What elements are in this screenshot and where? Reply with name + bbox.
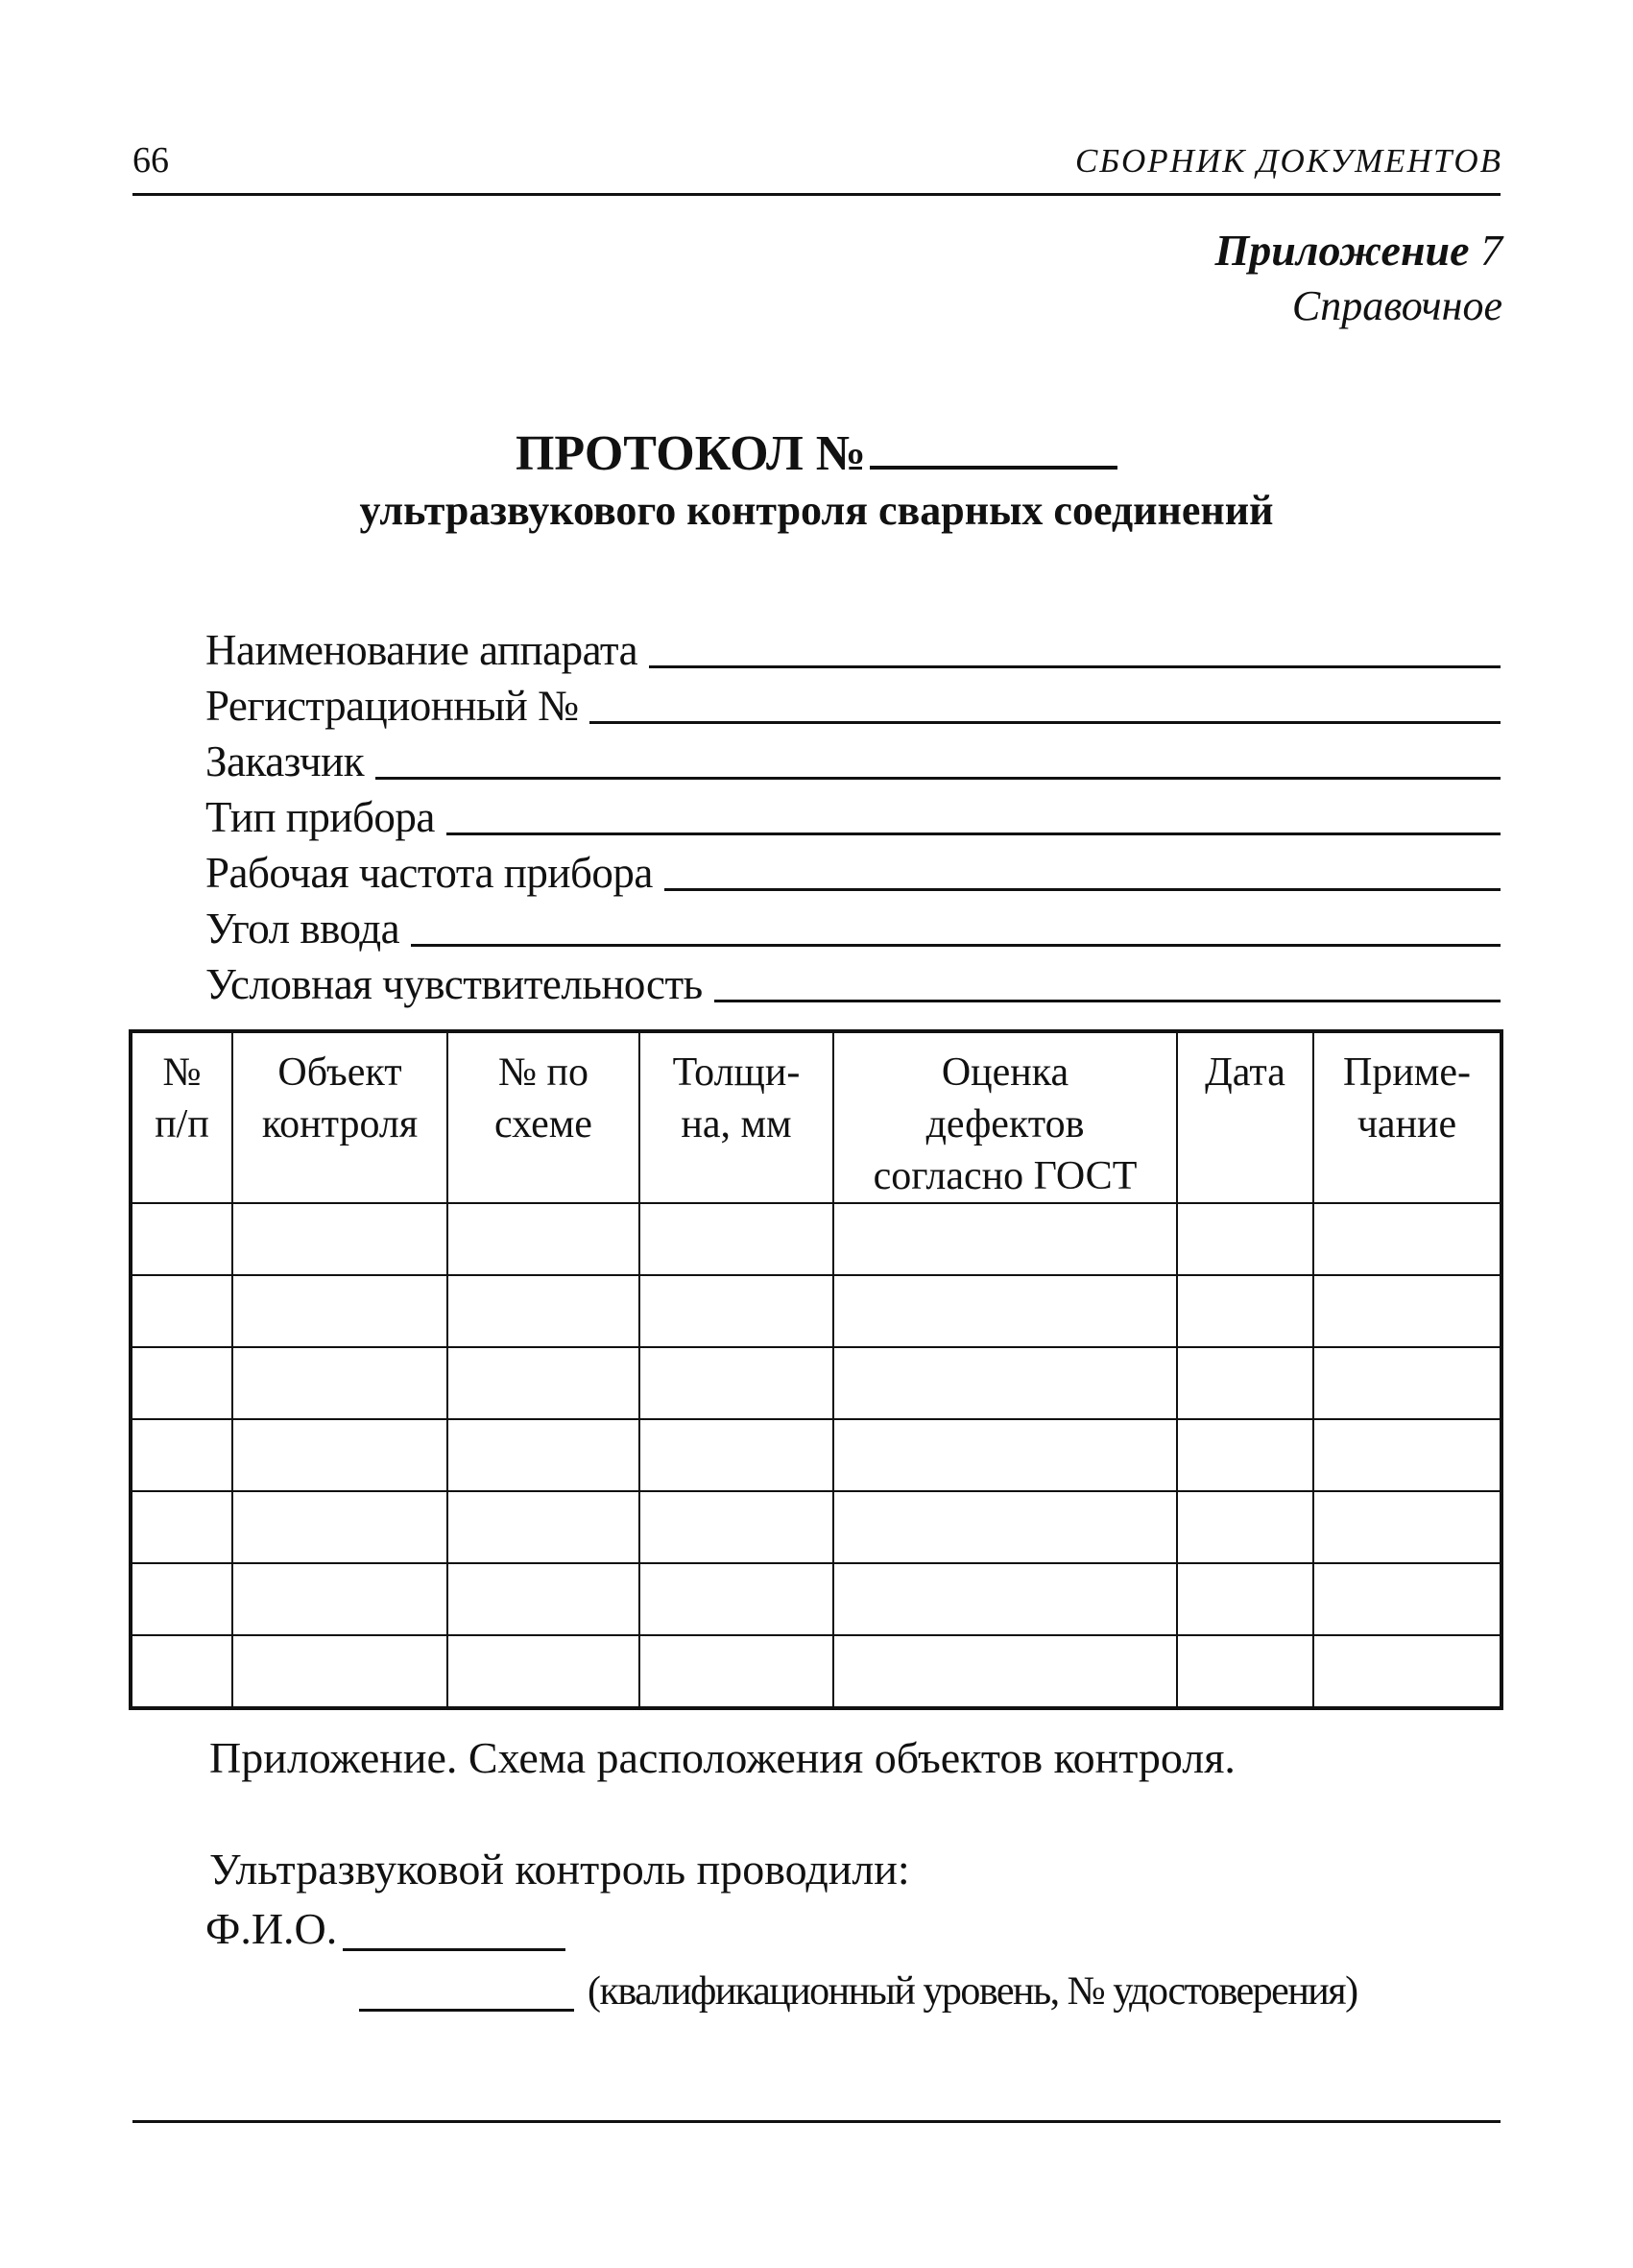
protocol-title <box>0 427 1633 479</box>
form-field-blank[interactable] <box>446 831 1501 835</box>
table-cell[interactable] <box>232 1347 447 1419</box>
table-header-row <box>131 1031 1501 1203</box>
table-header-line: схеме <box>494 1102 592 1146</box>
table-row <box>131 1563 1501 1635</box>
table-cell[interactable] <box>833 1635 1177 1708</box>
table-cell[interactable] <box>131 1203 232 1275</box>
form-field-blank[interactable] <box>375 775 1501 780</box>
form-field-row <box>205 960 1501 1008</box>
performed-by-label: Ультразвуковой контроль проводили: <box>209 1845 910 1894</box>
form-field-blank[interactable] <box>664 886 1501 891</box>
table-cell[interactable] <box>232 1203 447 1275</box>
table-cell[interactable] <box>131 1275 232 1347</box>
table-cell[interactable] <box>1177 1491 1313 1563</box>
qualification-row <box>359 1970 1357 2012</box>
inspection-table <box>129 1029 1503 1710</box>
table-header-cell <box>1313 1031 1501 1203</box>
table-cell[interactable] <box>1313 1203 1501 1275</box>
table-header-cell <box>1177 1031 1313 1203</box>
form-field-row <box>205 907 1501 951</box>
table-header-cell <box>232 1031 447 1203</box>
form-field-label: Условная чувствительность <box>205 960 703 1008</box>
inspection-table-wrap <box>129 1029 1500 1701</box>
table-cell[interactable] <box>232 1635 447 1708</box>
form-field-label: Наименование аппарата <box>205 626 638 674</box>
table-cell[interactable] <box>232 1275 447 1347</box>
form-field-label: Заказчик <box>205 737 365 785</box>
table-row <box>131 1419 1501 1491</box>
form-field-label: Регистрационный № <box>205 682 579 730</box>
table-header-line: Оценка <box>941 1050 1069 1095</box>
form-field-blank[interactable] <box>714 998 1501 1002</box>
form-field-blank[interactable] <box>411 942 1501 947</box>
running-title: СБОРНИК ДОКУМЕНТОВ <box>1075 142 1502 180</box>
table-cell[interactable] <box>833 1419 1177 1491</box>
table-header-cell <box>131 1031 232 1203</box>
table-header-line: чание <box>1357 1102 1457 1146</box>
fio-row <box>205 1904 565 1953</box>
table-header-line: п/п <box>155 1102 209 1146</box>
table-cell[interactable] <box>1313 1419 1501 1491</box>
table-cell[interactable] <box>1313 1275 1501 1347</box>
table-cell[interactable] <box>1177 1563 1313 1635</box>
table-cell[interactable] <box>1313 1635 1501 1708</box>
table-body <box>131 1203 1501 1708</box>
table-row <box>131 1635 1501 1708</box>
table-header-line: Приме- <box>1342 1050 1471 1095</box>
table-cell[interactable] <box>232 1419 447 1491</box>
appendix-label <box>1214 226 1502 275</box>
form-field-row <box>205 737 1501 785</box>
table-cell[interactable] <box>131 1419 232 1491</box>
table-cell[interactable] <box>833 1347 1177 1419</box>
table-cell[interactable] <box>232 1491 447 1563</box>
table-cell[interactable] <box>833 1203 1177 1275</box>
table-header-line: № <box>162 1050 202 1095</box>
appendix-note: Приложение. Схема расположения объектов контроля. <box>209 1733 1236 1782</box>
table-header-cell <box>447 1031 639 1203</box>
table-cell[interactable] <box>1313 1491 1501 1563</box>
table-header-line: Толщи- <box>672 1050 801 1095</box>
table-cell[interactable] <box>639 1203 833 1275</box>
qualification-label: (квалификационный уровень, № удостоверения) <box>588 1969 1357 2014</box>
table-cell[interactable] <box>131 1635 232 1708</box>
table-cell[interactable] <box>232 1563 447 1635</box>
form-field-blank[interactable] <box>649 664 1501 668</box>
table-header-line: на, мм <box>681 1102 792 1146</box>
table-header-line: контроля <box>261 1102 419 1146</box>
table-cell[interactable] <box>447 1491 639 1563</box>
table-cell[interactable] <box>1177 1347 1313 1419</box>
table-cell[interactable] <box>1177 1635 1313 1708</box>
table-row <box>131 1491 1501 1563</box>
form-field-label: Тип прибора <box>205 793 435 841</box>
table-cell[interactable] <box>639 1419 833 1491</box>
table-cell[interactable] <box>639 1491 833 1563</box>
protocol-subtitle: ультразвукового контроля сварных соединений <box>359 487 1274 534</box>
form-field-label: Угол ввода <box>205 905 400 953</box>
appendix-label-word: Приложение <box>1214 226 1470 275</box>
table-header-cell <box>833 1031 1177 1203</box>
table-cell[interactable] <box>1177 1203 1313 1275</box>
table-cell[interactable] <box>447 1419 639 1491</box>
table-cell[interactable] <box>639 1347 833 1419</box>
table-cell[interactable] <box>131 1491 232 1563</box>
appendix-type: Справочное <box>1291 282 1502 329</box>
fio-blank[interactable] <box>343 1910 565 1951</box>
table-cell[interactable] <box>833 1275 1177 1347</box>
form-field-row <box>205 849 1501 897</box>
table-header-line: № по <box>497 1050 589 1095</box>
form-field-row <box>205 793 1501 841</box>
table-header-cell <box>639 1031 833 1203</box>
protocol-title-text: ПРОТОКОЛ № <box>515 426 867 481</box>
form-field-label: Рабочая частота прибора <box>205 849 653 897</box>
table-cell[interactable] <box>447 1203 639 1275</box>
table-cell[interactable] <box>1313 1347 1501 1419</box>
table-cell[interactable] <box>447 1347 639 1419</box>
table-cell[interactable] <box>447 1563 639 1635</box>
table-row <box>131 1347 1501 1419</box>
table-cell[interactable] <box>639 1635 833 1708</box>
qualification-blank[interactable] <box>359 1970 574 2012</box>
footer-rule <box>132 2120 1501 2123</box>
table-cell[interactable] <box>639 1563 833 1635</box>
table-cell[interactable] <box>131 1347 232 1419</box>
table-cell[interactable] <box>639 1275 833 1347</box>
table-cell[interactable] <box>833 1563 1177 1635</box>
protocol-number-blank[interactable] <box>870 427 1117 470</box>
table-cell[interactable] <box>833 1491 1177 1563</box>
table-cell[interactable] <box>447 1275 639 1347</box>
table-row <box>131 1275 1501 1347</box>
form-field-blank[interactable] <box>589 719 1501 724</box>
table-header-line: Объект <box>277 1050 402 1095</box>
table-header-line: Дата <box>1205 1050 1285 1095</box>
fio-label: Ф.И.О. <box>205 1904 338 1953</box>
table-cell[interactable] <box>131 1563 232 1635</box>
appendix-label-number: 7 <box>1480 226 1502 275</box>
table-row <box>131 1203 1501 1275</box>
table-cell[interactable] <box>1177 1419 1313 1491</box>
table-cell[interactable] <box>447 1635 639 1708</box>
table-cell[interactable] <box>1313 1563 1501 1635</box>
table-cell[interactable] <box>1177 1275 1313 1347</box>
table-header-line: дефектов <box>925 1102 1085 1146</box>
page-number: 66 <box>132 140 169 181</box>
form-field-row <box>205 626 1501 674</box>
table-header-line: согласно ГОСТ <box>873 1154 1138 1198</box>
header-rule <box>132 193 1501 196</box>
form-field-row <box>205 682 1501 730</box>
